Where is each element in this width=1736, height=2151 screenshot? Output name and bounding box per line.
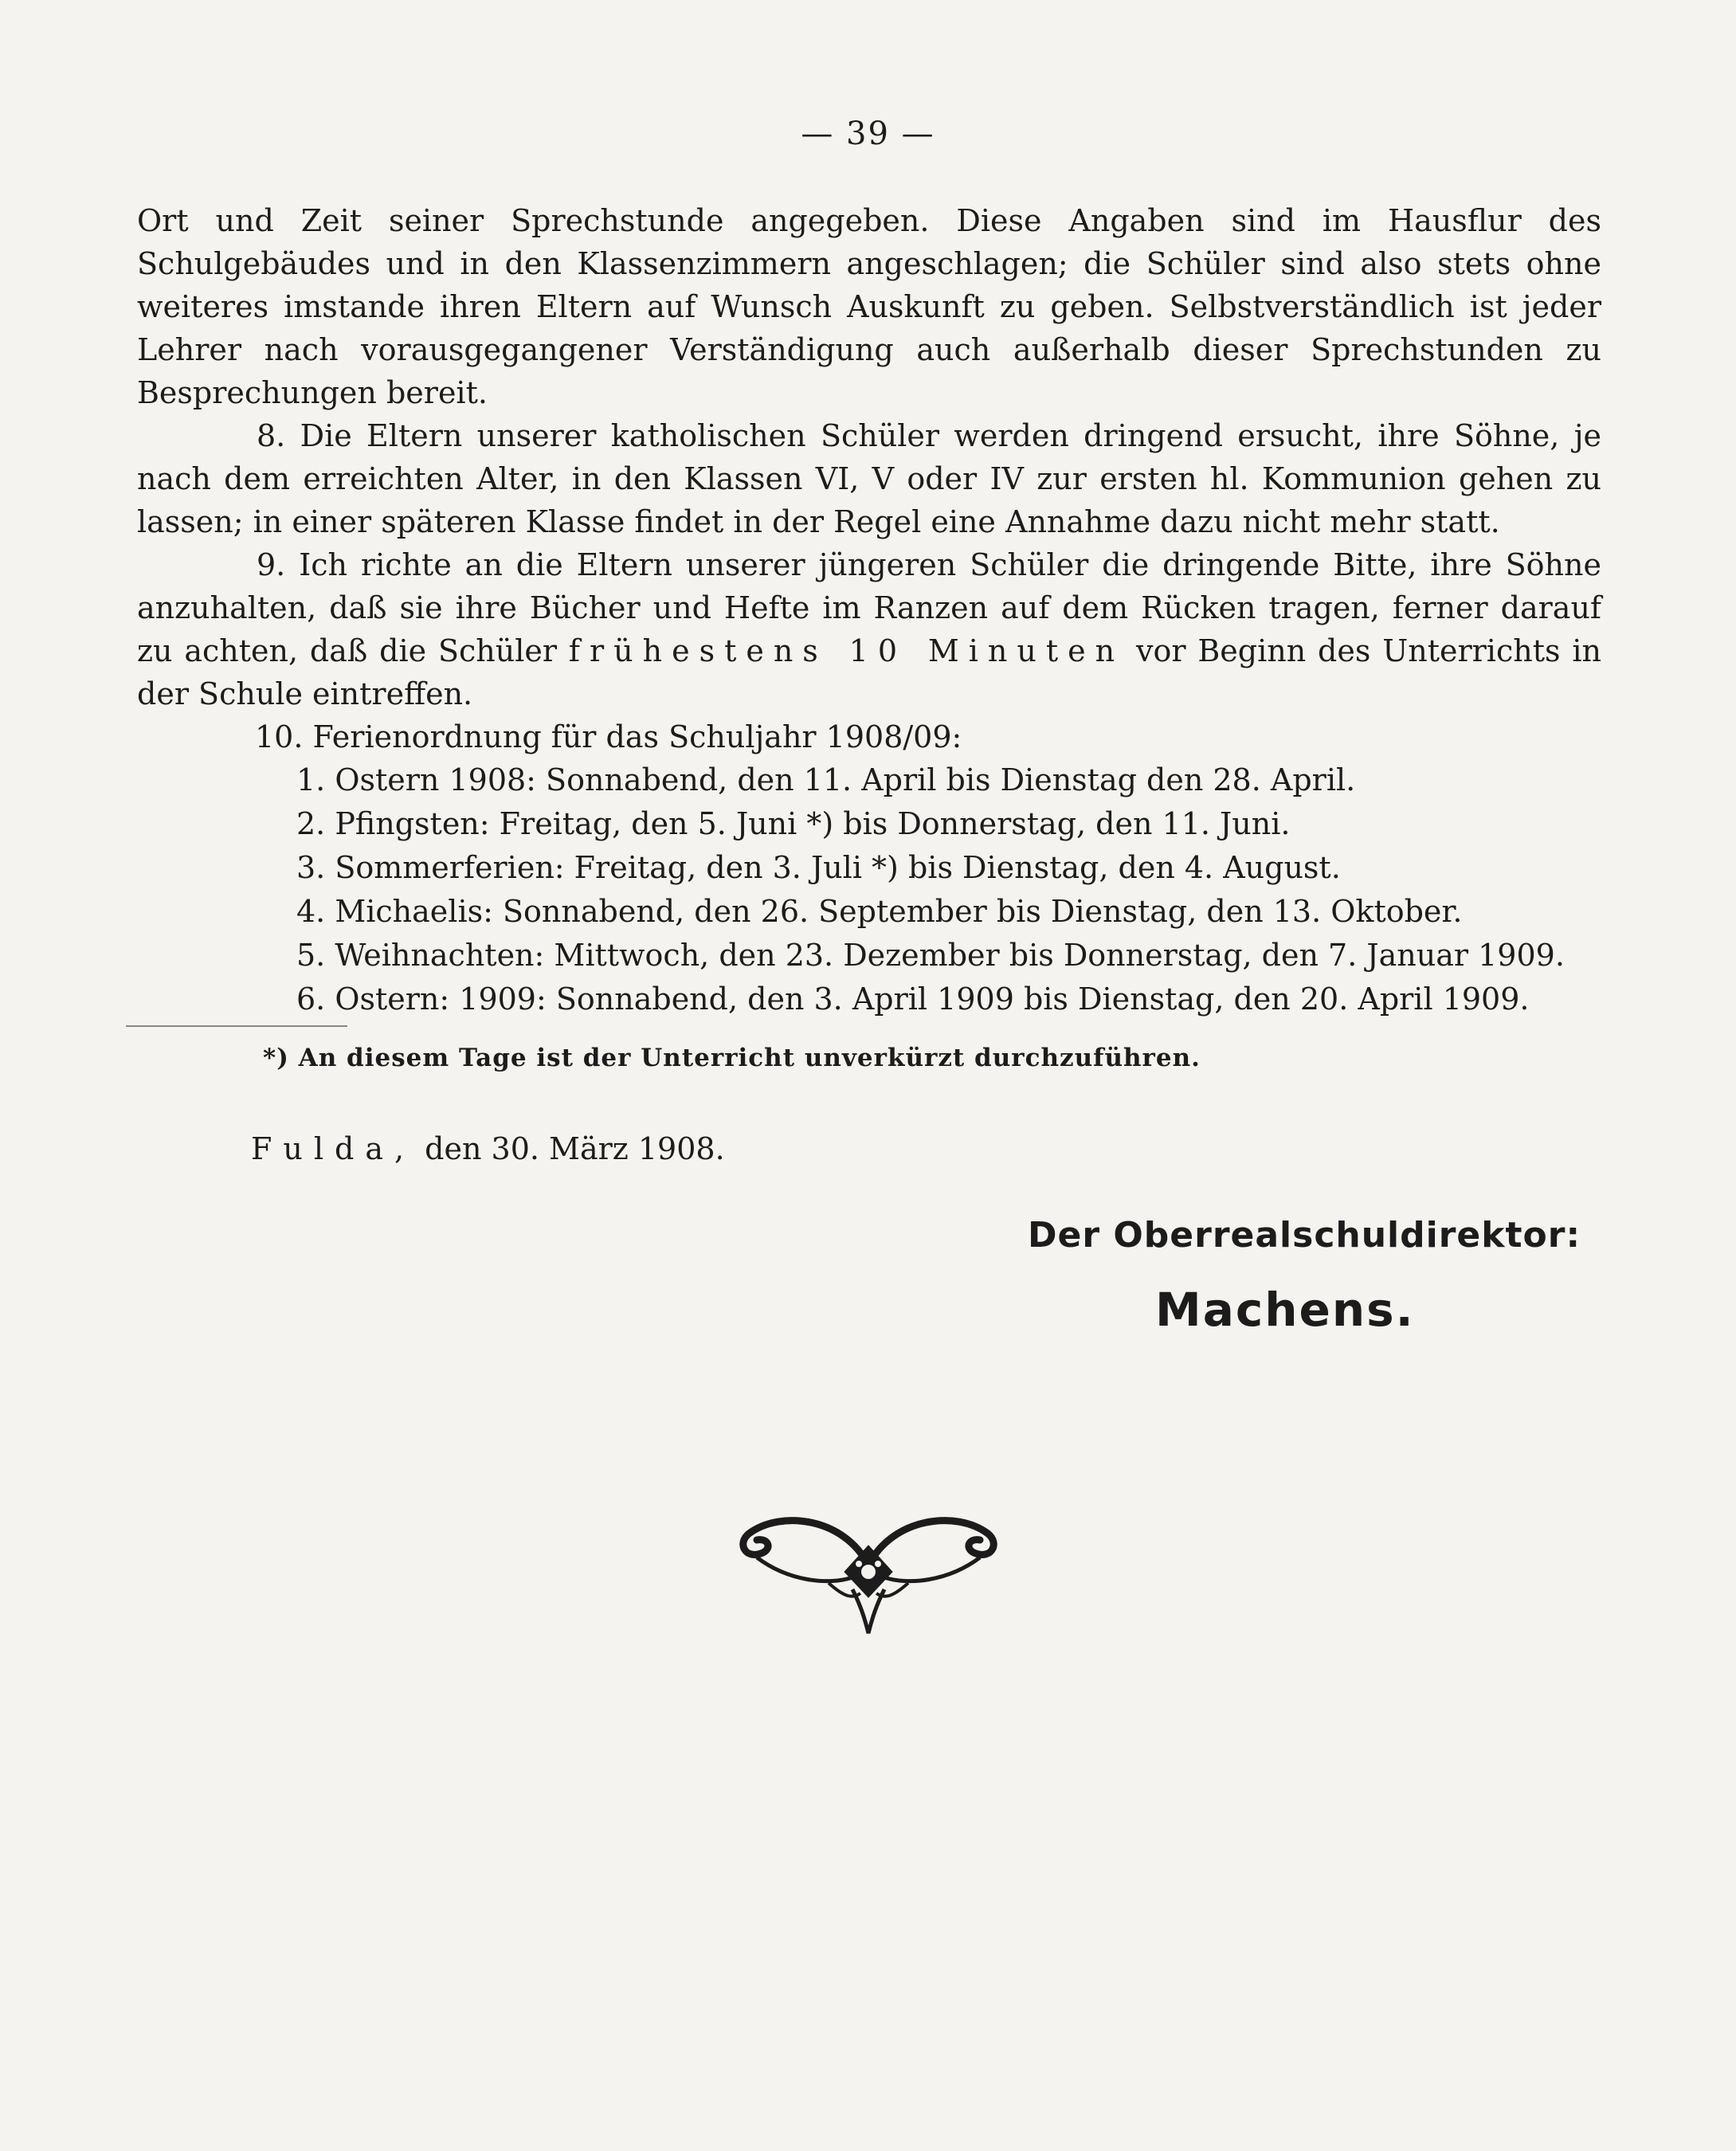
holiday-schedule — [137, 758, 1601, 1021]
paragraph-9 — [137, 543, 1601, 715]
emphasized-phrase: frühestens 10 Minuten — [568, 633, 1125, 668]
paragraph-9-start: 9. Ich richte an die Eltern unserer jüngeren Schüler die dringende Bitte, ihre Söhne anzuhalten, daß sie ihre Bücher und Hefte im Ranzen auf dem Rücken tragen, ferner darauf zu achten, daß die Schüler — [137, 547, 1601, 668]
schedule-item: 1. Ostern 1908: Sonnabend, den 11. April bis Dienstag den 28. April. — [296, 762, 1356, 797]
paragraph-8: 8. Die Eltern unserer katholischen Schüler werden dringend ersucht, ihre Söhne, je nach dem erreichten Alter, in den Klassen VI, V oder IV zur ersten hl. Kommunion gehen zu lassen; in einer späteren Klasse findet in der Regel eine Annahme dazu nicht mehr statt. — [137, 418, 1601, 539]
schedule-item: 3. Sommerferien: Freitag, den 3. Juli *) bis Dienstag, den 4. August. — [296, 850, 1341, 885]
ornament-flourish-icon — [733, 1510, 1004, 1637]
paragraph-9-end: vor Beginn des Unterrichts in der Schule eintreffen. — [137, 633, 1601, 711]
footnote: *) An diesem Tage ist der Unterricht unverkürzt durchzuführen. — [263, 1044, 1201, 1072]
footnote-divider — [126, 1025, 347, 1027]
schedule-heading: 10. Ferienordnung für das Schuljahr 1908/09: — [255, 719, 962, 754]
signature-name: Machens. — [1155, 1283, 1415, 1337]
schedule-item: 6. Ostern: 1909: Sonnabend, den 3. April 1909 bis Dienstag, den 20. April 1909. — [296, 981, 1530, 1017]
schedule-item: 2. Pfingsten: Freitag, den 5. Juni *) bis Donnerstag, den 11. Juni. — [296, 806, 1291, 841]
page-number: — 39 — — [801, 116, 935, 152]
paragraph-continuation: Ort und Zeit seiner Sprechstunde angegeben. Diese Angaben sind im Hausflur des Schulgebäudes und in den Klassenzimmern angeschlagen; die Schüler sind also stets ohne weiteres imstande ihren Eltern auf Wunsch Auskunft zu geben. Selbstverständlich ist jeder Lehrer nach vorausgegangener Verständigung auch außerhalb dieser Sprechstunden zu Besprechungen bereit. — [137, 203, 1601, 410]
schedule-item: 4. Michaelis: Sonnabend, den 26. September bis Dienstag, den 13. Oktober. — [296, 894, 1463, 929]
place-and-date — [251, 1131, 725, 1166]
schedule-item: 5. Weihnachten: Mittwoch, den 23. Dezember bis Donnerstag, den 7. Januar 1909. — [296, 938, 1565, 973]
place: Fulda, — [251, 1131, 416, 1166]
signature-title: Der Oberrealschuldirektor: — [1028, 1215, 1581, 1256]
date: den 30. März 1908. — [425, 1131, 725, 1166]
body-text — [137, 199, 1601, 1021]
